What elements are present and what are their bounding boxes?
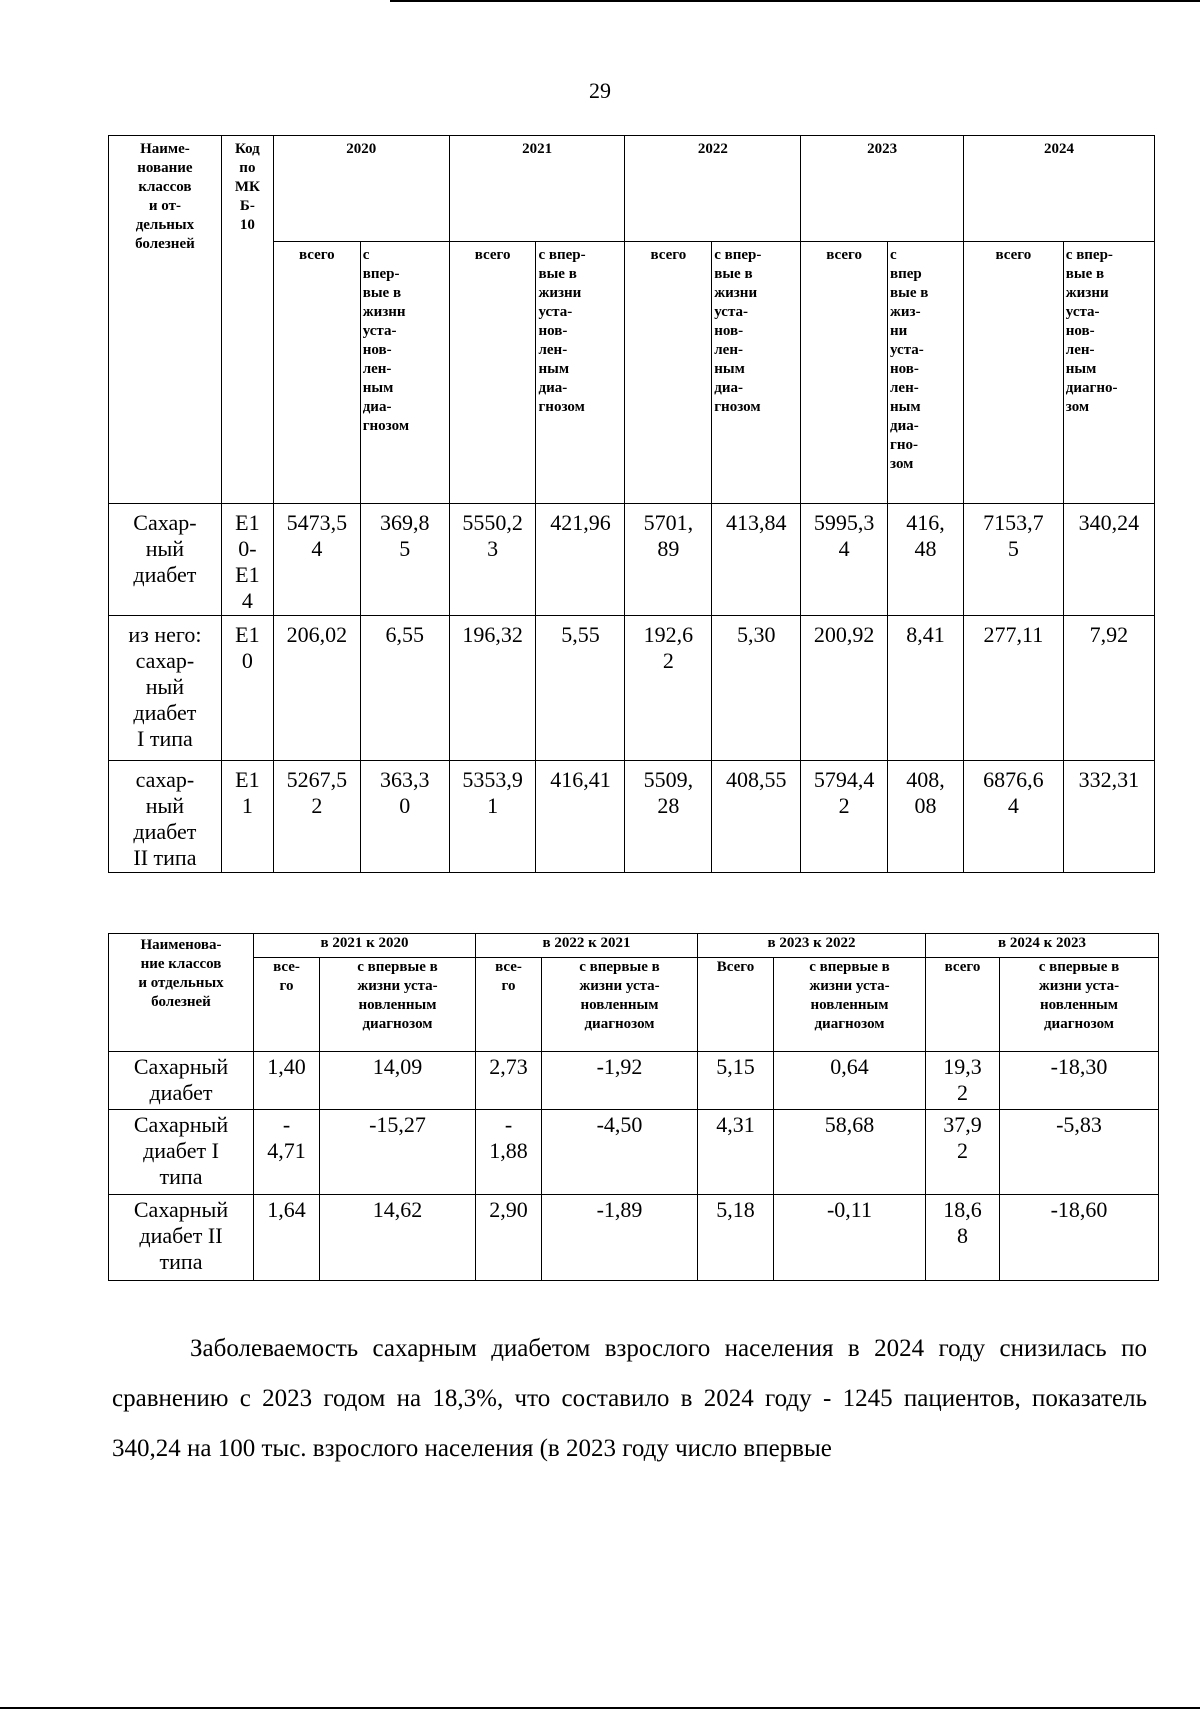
- subheader-total: всего: [801, 242, 888, 504]
- cell-total: 37,9 2: [926, 1110, 1000, 1195]
- cell-first-2022: 408,55: [712, 761, 801, 873]
- header-period: в 2024 к 2023: [926, 934, 1159, 958]
- cell-total-2023: 5794,4 2: [801, 761, 888, 873]
- cell-first: 58,68: [774, 1110, 926, 1195]
- subheader-total: всего: [926, 958, 1000, 1052]
- row-icd-code: Е1 0: [221, 616, 273, 761]
- header-disease-name: Наименова- ние классов и отдельных болезней: [109, 934, 254, 1052]
- cell-total: - 1,88: [476, 1110, 542, 1195]
- cell-total-2020: 206,02: [273, 616, 360, 761]
- cell-total-2022: 5701, 89: [625, 504, 712, 616]
- subheader-total: всего: [273, 242, 360, 504]
- cell-first: 14,62: [320, 1195, 476, 1281]
- cell-first-2020: 6,55: [360, 616, 449, 761]
- row-disease-name: из него: сахар- ный диабет I типа: [109, 616, 222, 761]
- cell-total: 4,31: [698, 1110, 774, 1195]
- header-year: 2024: [963, 136, 1154, 242]
- header-disease-name: Наиме- нование классов и от- дельных болезней: [109, 136, 222, 504]
- cell-first-2022: 5,30: [712, 616, 801, 761]
- cell-total: 5,18: [698, 1195, 774, 1281]
- top-border-line: [390, 0, 1200, 2]
- cell-total: 18,6 8: [926, 1195, 1000, 1281]
- cell-total: 19,3 2: [926, 1052, 1000, 1110]
- cell-total-2020: 5267,5 2: [273, 761, 360, 873]
- cell-total-2023: 200,92: [801, 616, 888, 761]
- cell-first: -18,60: [1000, 1195, 1159, 1281]
- subheader-first-diagnosed: с впер- вые в жизни уста- нов- лен- ным диа- гнозом: [536, 242, 625, 504]
- cell-first: -5,83: [1000, 1110, 1159, 1195]
- bottom-border-line: [0, 1707, 1200, 1709]
- header-icd-code: Код по МК Б- 10: [221, 136, 273, 504]
- subheader-first-diagnosed: с впер вые в жиз- ни уста- нов- лен- ным диа- гно- зом: [888, 242, 964, 504]
- row-disease-name: Сахарный диабет II типа: [109, 1195, 254, 1281]
- cell-first-2022: 413,84: [712, 504, 801, 616]
- table-row: [109, 616, 1155, 761]
- page-number: 29: [589, 78, 611, 103]
- cell-total: 1,40: [254, 1052, 320, 1110]
- header-period: в 2023 к 2022: [698, 934, 926, 958]
- subheader-total: все- го: [476, 958, 542, 1052]
- row-disease-name: Сахарный диабет I типа: [109, 1110, 254, 1195]
- cell-total: 2,73: [476, 1052, 542, 1110]
- table-row: [109, 761, 1155, 873]
- cell-first-2021: 421,96: [536, 504, 625, 616]
- subheader-total: всего: [625, 242, 712, 504]
- subheader-first-diagnosed: с впервые в жизни уста- новленным диагнозом: [774, 958, 926, 1052]
- subheader-first-diagnosed: с впер- вые в жизни уста- нов- лен- ным диа- гнозом: [712, 242, 801, 504]
- subheader-total: Всего: [698, 958, 774, 1052]
- cell-first-2020: 363,3 0: [360, 761, 449, 873]
- cell-total-2021: 5550,2 3: [449, 504, 536, 616]
- cell-total-2022: 192,6 2: [625, 616, 712, 761]
- subheader-first-diagnosed: с впервые в жизни уста- новленным диагнозом: [320, 958, 476, 1052]
- cell-first: -1,89: [542, 1195, 698, 1281]
- row-icd-code: Е1 0- Е1 4: [221, 504, 273, 616]
- cell-first-2020: 369,8 5: [360, 504, 449, 616]
- body-paragraph: [112, 1324, 1147, 1474]
- table-row: [109, 504, 1155, 616]
- cell-total: - 4,71: [254, 1110, 320, 1195]
- cell-first-2024: 332,31: [1063, 761, 1154, 873]
- cell-total-2021: 196,32: [449, 616, 536, 761]
- row-disease-name: Сахарный диабет: [109, 1052, 254, 1110]
- cell-total-2023: 5995,3 4: [801, 504, 888, 616]
- subheader-total: всего: [449, 242, 536, 504]
- subheader-total: всего: [963, 242, 1063, 504]
- cell-first-2021: 416,41: [536, 761, 625, 873]
- incidence-table: [108, 135, 1155, 873]
- row-disease-name: Сахар- ный диабет: [109, 504, 222, 616]
- subheader-first-diagnosed: с впер- вые в жизни уста- нов- лен- ным диагно- зом: [1063, 242, 1154, 504]
- cell-first: 14,09: [320, 1052, 476, 1110]
- cell-total-2024: 6876,6 4: [963, 761, 1063, 873]
- cell-total-2022: 5509, 28: [625, 761, 712, 873]
- cell-total-2024: 277,11: [963, 616, 1063, 761]
- cell-first-2023: 408, 08: [888, 761, 964, 873]
- paragraph-text: Заболеваемость сахарным диабетом взрослого населения в 2024 году снизилась по сравнению с 2023 годом на 18,3%, что составило в 2024 году - 1245 пациентов, показатель 340,24 на 100 тыс. взрослого населения (в 2023 году число впервые: [112, 1335, 1147, 1462]
- table-row: [109, 1052, 1159, 1110]
- row-disease-name: сахар- ный диабет II типа: [109, 761, 222, 873]
- cell-first: -18,30: [1000, 1052, 1159, 1110]
- cell-first-2023: 8,41: [888, 616, 964, 761]
- cell-total: 1,64: [254, 1195, 320, 1281]
- cell-first-2021: 5,55: [536, 616, 625, 761]
- subheader-first-diagnosed: с впервые в жизни уста- новленным диагнозом: [1000, 958, 1159, 1052]
- cell-total-2024: 7153,7 5: [963, 504, 1063, 616]
- header-period: в 2022 к 2021: [476, 934, 698, 958]
- header-period: в 2021 к 2020: [254, 934, 476, 958]
- growth-rate-table: [108, 933, 1159, 1281]
- subheader-total: все- го: [254, 958, 320, 1052]
- cell-first: 0,64: [774, 1052, 926, 1110]
- table-subheader-row: [109, 958, 1159, 1052]
- header-year: 2021: [449, 136, 625, 242]
- table-header-row: [109, 136, 1155, 242]
- cell-first: -0,11: [774, 1195, 926, 1281]
- cell-first: -1,92: [542, 1052, 698, 1110]
- cell-total: 5,15: [698, 1052, 774, 1110]
- table-header-row: [109, 934, 1159, 958]
- subheader-first-diagnosed: с впер- вые в жизнн уста- нов- лен- ным диа- гнозом: [360, 242, 449, 504]
- cell-first: -4,50: [542, 1110, 698, 1195]
- cell-total-2021: 5353,9 1: [449, 761, 536, 873]
- cell-first-2024: 7,92: [1063, 616, 1154, 761]
- row-icd-code: Е1 1: [221, 761, 273, 873]
- header-year: 2020: [273, 136, 449, 242]
- cell-first-2023: 416, 48: [888, 504, 964, 616]
- header-year: 2022: [625, 136, 801, 242]
- subheader-first-diagnosed: с впервые в жизни уста- новленным диагнозом: [542, 958, 698, 1052]
- cell-total-2020: 5473,5 4: [273, 504, 360, 616]
- table-row: [109, 1195, 1159, 1281]
- cell-total: 2,90: [476, 1195, 542, 1281]
- cell-first: -15,27: [320, 1110, 476, 1195]
- table-row: [109, 1110, 1159, 1195]
- cell-first-2024: 340,24: [1063, 504, 1154, 616]
- header-year: 2023: [801, 136, 964, 242]
